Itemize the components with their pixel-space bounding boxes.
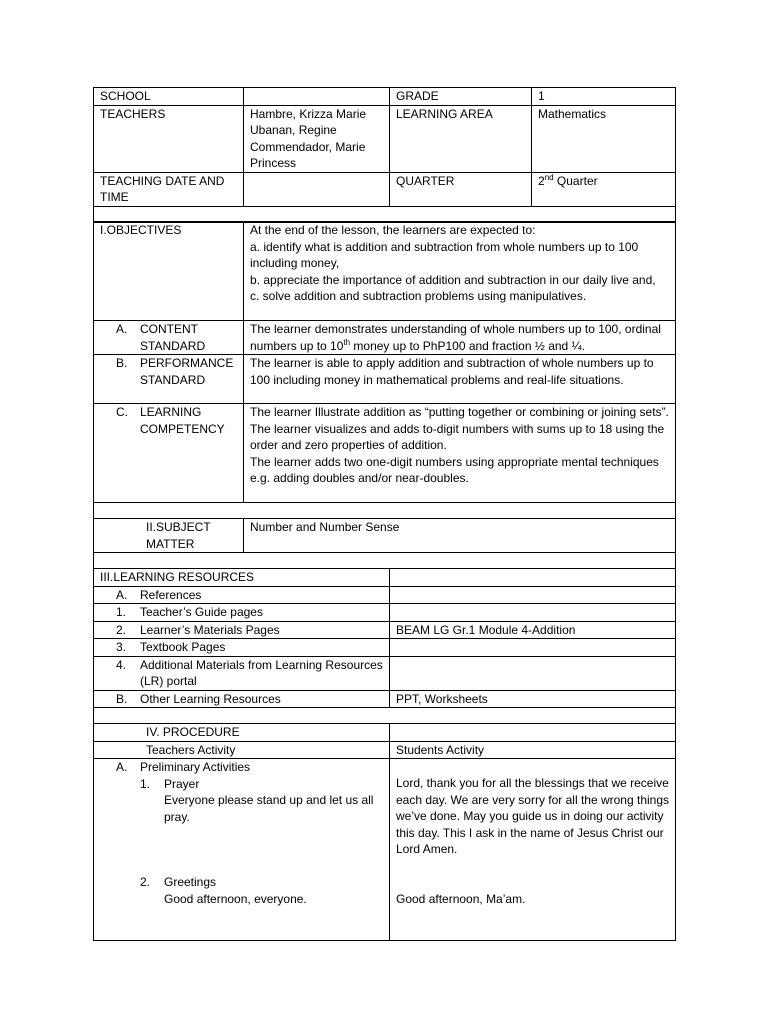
teachers-guide-cell bbox=[94, 604, 390, 622]
school-label: SCHOOL bbox=[94, 88, 244, 106]
subject-matter-value: Number and Number Sense bbox=[244, 519, 676, 553]
spacer-row bbox=[94, 206, 676, 222]
learners-materials-marker: 2. bbox=[116, 622, 127, 637]
additional-materials-label: Additional Materials from Learning Resources (LR) portal bbox=[140, 657, 383, 688]
greetings-teacher-text: Good afternoon, everyone. bbox=[164, 891, 307, 906]
students-activity-header: Students Activity bbox=[390, 741, 676, 759]
objectives-table bbox=[93, 221, 676, 569]
additional-materials-value bbox=[390, 656, 676, 690]
learning-competency-marker: C. bbox=[116, 405, 128, 419]
quarter-word: Quarter bbox=[553, 173, 598, 188]
performance-standard-marker: B. bbox=[116, 356, 128, 370]
prayer-label: Prayer bbox=[164, 776, 200, 791]
references-marker: A. bbox=[116, 587, 128, 602]
teachers-activity-header: Teachers Activity bbox=[94, 741, 390, 759]
textbook-value bbox=[390, 639, 676, 657]
learning-competency-cell bbox=[94, 404, 244, 503]
textbook-label: Textbook Pages bbox=[140, 640, 226, 654]
prayer-teacher-text: Everyone please stand up and let us all pray. bbox=[164, 793, 374, 824]
teaching-date-value bbox=[244, 172, 390, 206]
performance-standard-text: The learner is able to apply addition and subtraction of whole numbers up to 100 including money in mathematical problems and real-life situations. bbox=[244, 355, 676, 404]
content-standard-cell bbox=[94, 321, 244, 355]
other-resources-value: PPT, Worksheets bbox=[390, 690, 676, 708]
content-standard-label: CONTENT STANDARD bbox=[140, 322, 206, 353]
procedure-value bbox=[390, 724, 676, 742]
performance-standard-cell bbox=[94, 355, 244, 404]
textbook-marker: 3. bbox=[116, 640, 127, 654]
spacer-row bbox=[94, 708, 676, 724]
prayer-marker: 1. bbox=[140, 776, 151, 791]
grade-value: 1 bbox=[532, 88, 676, 106]
references-label: References bbox=[140, 587, 202, 602]
objective-a: a. identify what is addition and subtraction from whole numbers up to 100 including money, bbox=[250, 239, 639, 270]
objective-c: c. solve addition and subtraction problems using manipulatives. bbox=[250, 289, 587, 303]
quarter-label: QUARTER bbox=[390, 172, 532, 206]
teaching-date-label: TEACHING DATE AND TIME bbox=[94, 172, 244, 206]
learners-materials-value: BEAM LG Gr.1 Module 4-Addition bbox=[390, 621, 676, 639]
other-resources-label: Other Learning Resources bbox=[140, 691, 281, 706]
spacer-row bbox=[94, 503, 676, 519]
learning-area-label: LEARNING AREA bbox=[390, 105, 532, 172]
references-cell bbox=[94, 586, 390, 604]
objectives-content bbox=[244, 222, 676, 321]
procedure-label: IV. PROCEDURE bbox=[94, 724, 390, 742]
resources-table bbox=[93, 568, 676, 941]
subject-matter-label: II.SUBJECT MATTER bbox=[94, 519, 244, 553]
objective-b: b. appreciate the importance of addition and subtraction in our daily live and, bbox=[250, 272, 656, 287]
competency-1: The learner Illustrate addition as “putting together or combining or joining sets”. bbox=[250, 405, 669, 419]
content-standard-text bbox=[244, 321, 676, 355]
competency-2: The learner visualizes and adds to-digit numbers with sums up to 18 using the order and zero properties of addition. bbox=[250, 421, 665, 452]
objectives-label: I.OBJECTIVES bbox=[94, 222, 244, 321]
additional-materials-marker: 4. bbox=[116, 657, 127, 672]
preliminary-activities-cell bbox=[94, 759, 390, 941]
additional-materials-cell bbox=[94, 656, 390, 690]
teachers-guide-marker: 1. bbox=[116, 605, 127, 619]
teachers-guide-value bbox=[390, 604, 676, 622]
content-standard-marker: A. bbox=[116, 322, 128, 336]
content-standard-sup: th bbox=[343, 337, 351, 347]
other-resources-marker: B. bbox=[116, 691, 128, 706]
learning-area-value: Mathematics bbox=[532, 105, 676, 172]
content-standard-text-1: The learner demonstrates understanding of whole numbers up to 100, ordinal numbers up to 10 bbox=[250, 322, 661, 353]
references-value bbox=[390, 586, 676, 604]
learning-resources-label: III.LEARNING RESOURCES bbox=[94, 569, 390, 587]
school-value bbox=[244, 88, 390, 106]
performance-standard-label: PERFORMANCE STANDARD bbox=[140, 356, 234, 387]
grade-label: GRADE bbox=[390, 88, 532, 106]
greetings-marker: 2. bbox=[140, 875, 151, 889]
preliminary-label: Preliminary Activities bbox=[140, 760, 251, 774]
quarter-number: 2 bbox=[538, 173, 545, 188]
teachers-value: Hambre, Krizza Marie Ubanan, Regine Commendador, Marie Princess bbox=[244, 105, 390, 172]
prayer-student-text: Lord, thank you for all the blessings that we receive each day. We are very sorry for all the wrong things we’ve done. May you guide us in doing our activity this day. This I ask in the name of Jesus Christ our Lord Amen. bbox=[396, 776, 670, 856]
competency-3: The learner adds two one-digit numbers using appropriate mental techniques e.g. adding doubles and/or near-doubles. bbox=[250, 454, 659, 485]
greetings-label: Greetings bbox=[164, 875, 217, 889]
quarter-value bbox=[532, 172, 676, 206]
quarter-suffix: nd bbox=[544, 172, 554, 182]
greetings-student-text: Good afternoon, Ma’am. bbox=[396, 891, 526, 906]
textbook-cell bbox=[94, 639, 390, 657]
header-table bbox=[93, 87, 676, 223]
objectives-intro: At the end of the lesson, the learners are expected to: bbox=[250, 223, 536, 237]
preliminary-marker: A. bbox=[116, 760, 128, 774]
learning-competency-text bbox=[244, 404, 676, 503]
learning-resources-value bbox=[390, 569, 676, 587]
students-activity-cell bbox=[390, 759, 676, 941]
teachers-guide-label: Teacher’s Guide pages bbox=[140, 605, 263, 619]
learners-materials-cell bbox=[94, 621, 390, 639]
teachers-label: TEACHERS bbox=[94, 105, 244, 172]
spacer-row bbox=[94, 553, 676, 569]
content-standard-text-2: money up to PhP100 and fraction ½ and ¼. bbox=[350, 338, 585, 353]
learners-materials-label: Learner’s Materials Pages bbox=[140, 622, 280, 637]
other-resources-cell bbox=[94, 690, 390, 708]
learning-competency-label: LEARNING COMPETENCY bbox=[140, 405, 225, 436]
